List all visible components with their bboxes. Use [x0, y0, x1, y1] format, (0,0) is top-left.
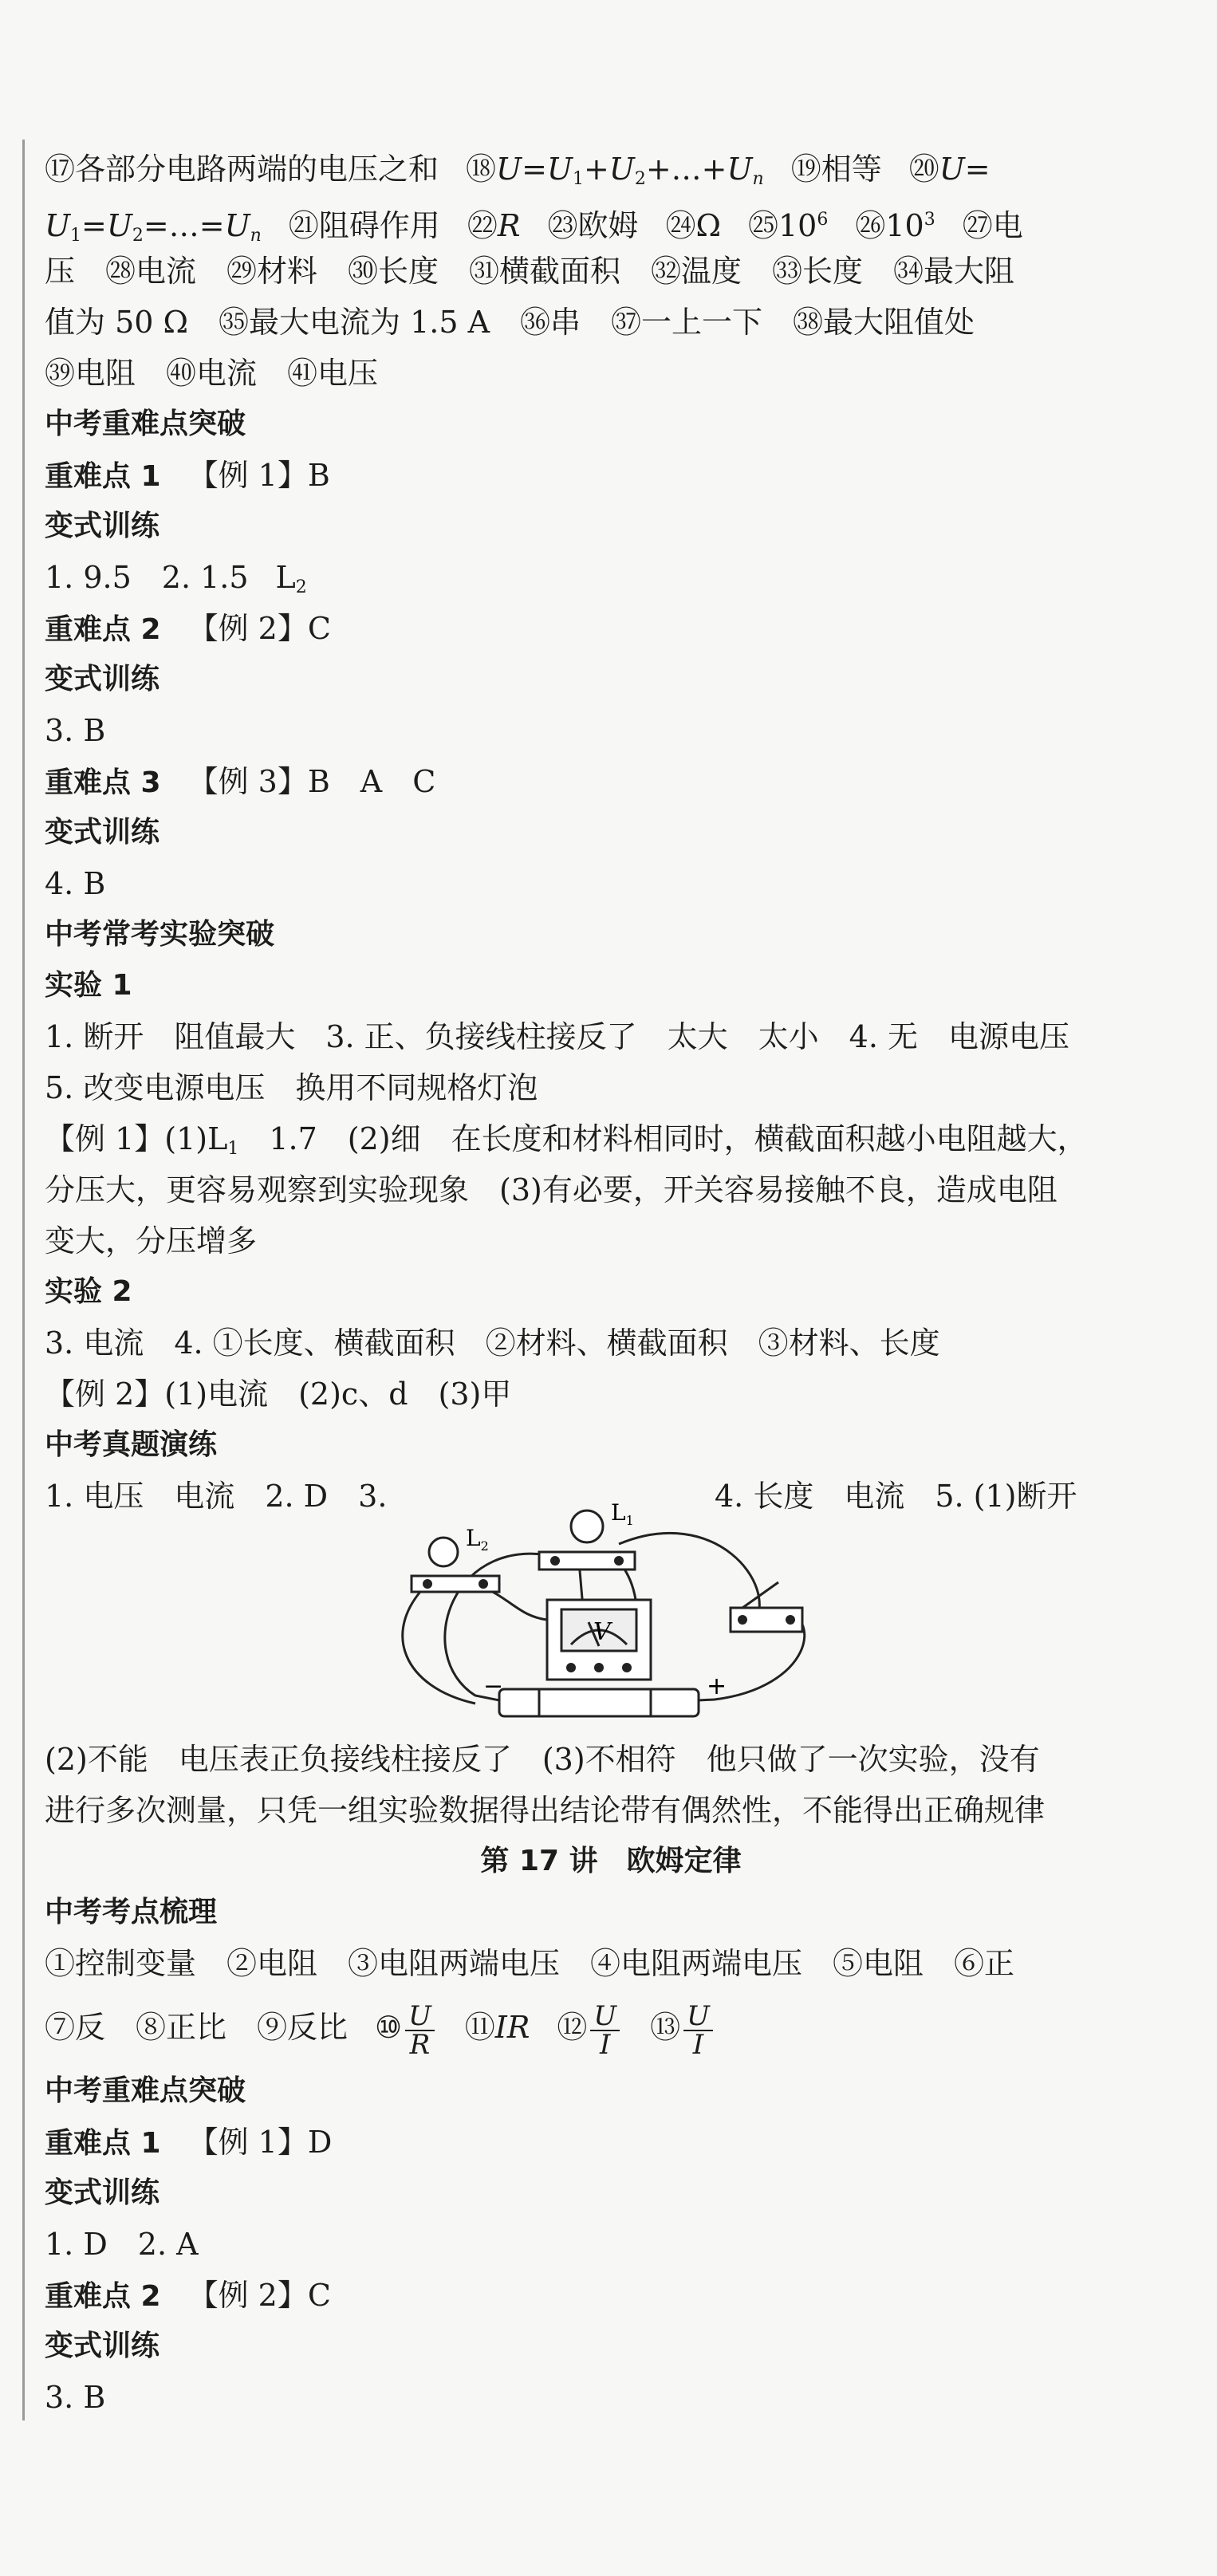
text-line: 压 ㉘电流 ㉙材料 ㉚长度 ㉛横截面积 ㉜温度 ㉝长度 ㉞最大阻 [45, 254, 1015, 289]
text-line: 1. 电压 电流 2. D 3. [45, 1479, 388, 1514]
answer-with-figure [45, 1471, 1177, 1734]
text-line: $U_1=U_2=\dots=U_n$ ㉑阻碍作用 ㉒R ㉓欧姆 ㉔Ω $㉕10^6$ $㉖10^3$ ㉗电 [45, 208, 1023, 246]
lecture-title: 第 17 讲 欧姆定律 [480, 1845, 742, 1877]
text-line: 3. B [45, 713, 106, 748]
text-line: 5. 改变电源电压 换用不同规格灯泡 [45, 1070, 538, 1105]
margin-rule [22, 140, 25, 2420]
battery-plus: + [707, 1672, 727, 1700]
text-line: ㊴电阻 ㊵电流 ㊶电压 [45, 356, 379, 391]
text-line: 重难点 2 【例 2】C [45, 611, 331, 646]
answer-content [45, 144, 1177, 2423]
subheading: 变式训练 [45, 816, 160, 849]
text-line: ①控制变量 ②电阻 ③电阻两端电压 ④电阻两端电压 ⑤电阻 ⑥正 [45, 1946, 1015, 1981]
subheading: 实验 2 [45, 1275, 132, 1308]
subheading: 变式训练 [45, 510, 160, 542]
text-line: 1. 断开 阻值最大 3. 正、负接线柱接反了 太大 太小 4. 无 电源电压 [45, 1019, 1070, 1054]
voltmeter-symbol: V [593, 1618, 611, 1646]
text-line: 分压大，更容易观察到实验现象 (3)有必要，开关容易接触不良，造成电阻 [45, 1172, 1057, 1207]
subheading: 实验 1 [45, 969, 132, 1002]
text-line: 重难点 1 【例 1】B [45, 458, 330, 493]
battery-minus: − [483, 1672, 504, 1700]
text-line: 值为 50 Ω ㉟最大电流为 1.5 A ㊱串 ㊲一上一下 ㊳最大阻值处 [45, 305, 975, 340]
subheading: 变式训练 [45, 2176, 160, 2209]
section-heading: 中考考点梳理 [45, 1896, 218, 1928]
text-line: ⑦反 ⑧正比 ⑨反比 ⑩ $\frac{U}{R}$ ⑪IR ⑫ $\frac{U}{I}$ ⑬ $\frac{U}{I}$ [45, 1989, 1177, 2066]
text-line: 1. 9.5 2. 1.5 $L_2$ [45, 560, 307, 597]
text-line: 3. 电流 4. ①长度、横截面积 ②材料、横截面积 ③材料、长度 [45, 1325, 940, 1361]
text-line: 4. B [45, 866, 106, 901]
text-line: 重难点 2 【例 2】C [45, 2278, 331, 2313]
subheading: 变式训练 [45, 663, 160, 695]
bulb-label-l1: $L_1$ [611, 1499, 634, 1528]
text-line: 【例 1】$(1)L_1$ 1.7 (2)细 在长度和材料相同时，横截面积越小电阻越大， [45, 1121, 1088, 1159]
section-heading: 中考重难点突破 [45, 2074, 246, 2107]
text-line: 重难点 3 【例 3】B A C [45, 764, 436, 799]
text-line: 3. B [45, 2380, 106, 2415]
text-line: 重难点 1 【例 1】D [45, 2125, 333, 2160]
section-heading: 中考真题演练 [45, 1428, 218, 1461]
text-line: ⑰各部分电路两端的电压之和 $⑱U=U_1+U_2+\dots+U_n$ ⑲相等 ⑳U= [45, 152, 991, 189]
text-line: 进行多次测量，只凭一组实验数据得出结论带有偶然性，不能得出正确规律 [45, 1793, 1046, 1828]
text-line: (2)不能 电压表正负接线柱接反了 (3)不相符 他只做了一次实验，没有 [45, 1742, 1040, 1777]
text-line: 变大，分压增多 [45, 1223, 258, 1258]
text-line: 【例 2】(1)电流 (2)c、d (3)甲 [45, 1377, 512, 1412]
text-line: 4. 长度 电流 5. (1)断开 [715, 1479, 1077, 1514]
bulb-label-l2: $L_2$ [466, 1525, 489, 1554]
circuit-diagram [380, 1488, 826, 1727]
subheading: 变式训练 [45, 2330, 160, 2362]
section-heading: 中考重难点突破 [45, 408, 246, 440]
text-line: 1. D 2. A [45, 2227, 199, 2262]
section-heading: 中考常考实验突破 [45, 918, 275, 951]
